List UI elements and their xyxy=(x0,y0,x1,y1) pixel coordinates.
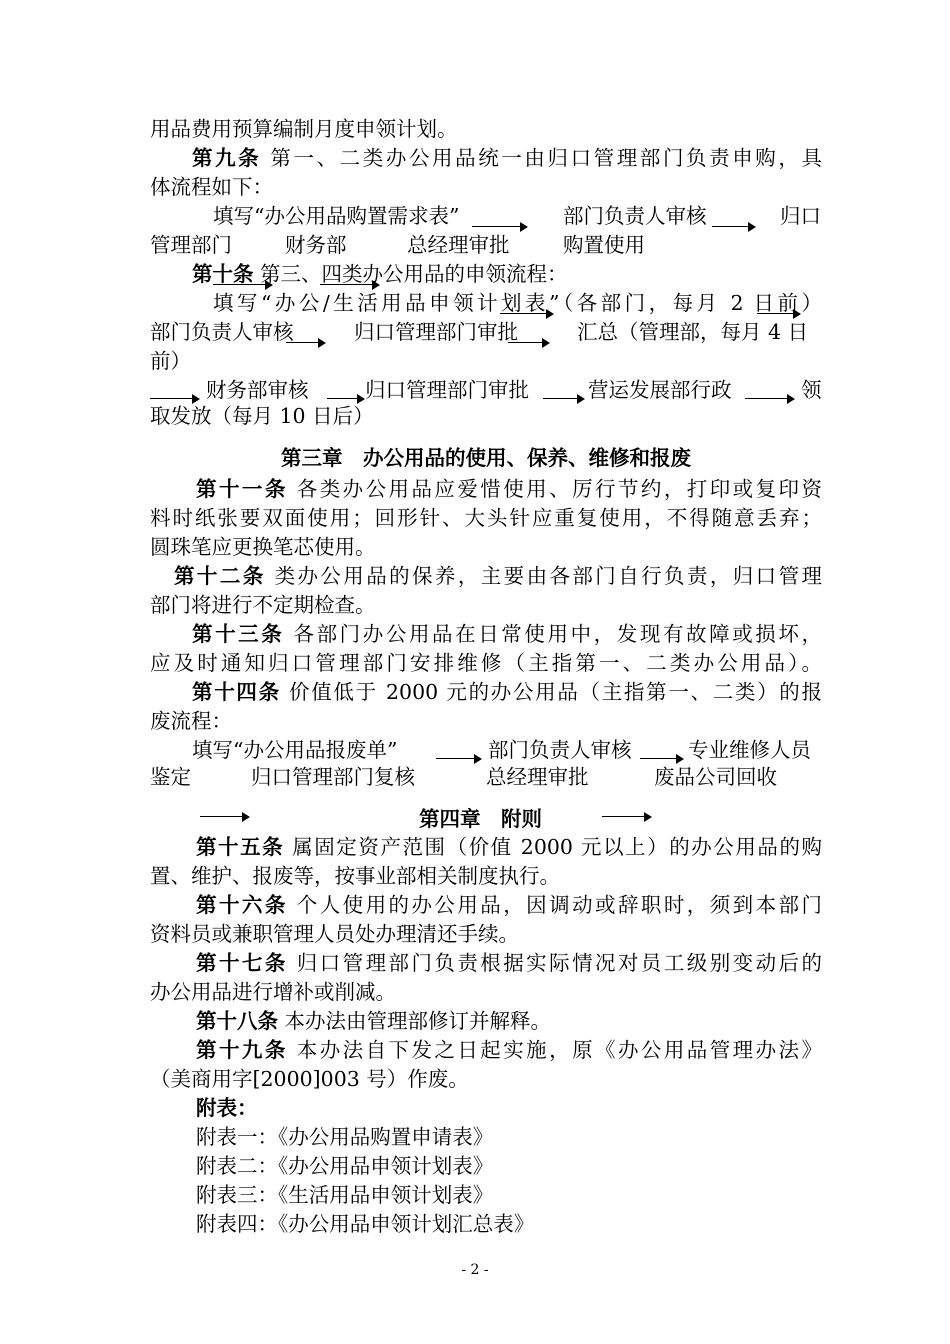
article-text: 类办公用品的保养，主要由各部门自行负责，归口管理 xyxy=(274,564,822,588)
flow-step: 购置使用 xyxy=(563,233,645,257)
article-heading: 第九条 xyxy=(192,146,262,170)
text-line: 圆珠笔应更换笔芯使用。 xyxy=(150,535,376,559)
text-line: 料时纸张要双面使用；回形针、大头针应重复使用，不得随意丢弃； xyxy=(150,506,822,530)
chapter-heading: 第四章 附则 xyxy=(419,807,542,831)
flow-step: 填写“办公用品报废单” xyxy=(192,738,398,762)
text-line: 用品费用预算编制月度申领计划。 xyxy=(150,117,458,141)
flow-step: 专业维修人员 xyxy=(688,738,811,762)
attachments-heading: 附表： xyxy=(196,1096,258,1120)
flow-arrow-icon xyxy=(508,338,550,348)
text-line: （美商用字[2000]003 号）作废。 xyxy=(150,1067,469,1091)
article-15 xyxy=(150,834,822,860)
article-16 xyxy=(150,892,822,918)
text-line: 废流程： xyxy=(150,709,232,733)
text-line: 部门将进行不定期检查。 xyxy=(150,593,376,617)
flow-step: 归口管理部门复核 xyxy=(251,765,415,789)
flow-arrow-icon xyxy=(213,280,273,290)
article-heading: 第十三条 xyxy=(192,622,285,646)
flow-arrow-icon xyxy=(602,812,652,822)
flow-arrow-icon xyxy=(640,754,684,764)
article-heading: 第十一条 xyxy=(196,477,288,501)
article-text: 各类办公用品应爱惜使用、厉行节约，打印或复印资 xyxy=(296,477,823,501)
flow-step: 鉴定 xyxy=(150,765,191,789)
chapter-heading: 第三章 办公用品的使用、保养、维修和报废 xyxy=(281,446,691,470)
flow-step: 财务部审核 xyxy=(206,378,309,402)
article-heading: 第十二条 xyxy=(174,564,266,588)
flow-step: 总经理审批 xyxy=(407,233,510,257)
flow-arrow-icon xyxy=(712,222,756,232)
article-heading: 第十四条 xyxy=(192,680,281,704)
article-heading: 第十五条 xyxy=(196,835,285,859)
article-text: 个人使用的办公用品，因调动或辞职时，须到本部门 xyxy=(296,893,823,917)
text-line: 办公用品进行增补或削减。 xyxy=(150,980,396,1004)
flow-step: 管理部门 xyxy=(150,233,232,257)
flow-step: 前） xyxy=(150,349,191,373)
flow-step: 汇总（管理部，每月 4 日 xyxy=(577,320,809,344)
flow-arrow-icon xyxy=(472,222,528,232)
flow-arrow-icon xyxy=(286,338,326,348)
article-text: 各部门办公用品在日常使用中，发现有故障或损坏， xyxy=(293,622,822,646)
flow-arrow-icon xyxy=(745,394,795,404)
flow-arrow-icon xyxy=(436,754,482,764)
flow-step: 部门负责人审核 xyxy=(150,320,294,344)
flow-step: 归口 xyxy=(780,204,821,228)
attachment-item: 附表一：《办公用品购置申请表》 xyxy=(196,1125,494,1149)
flow-step: 填写“办公用品购置需求表” xyxy=(213,204,460,228)
article-heading: 第十七条 xyxy=(196,951,288,975)
article-heading: 第十六条 xyxy=(196,893,288,917)
attachment-item: 附表三：《生活用品申领计划表》 xyxy=(196,1183,494,1207)
article-text: 归口管理部门负责根据实际情况对员工级别变动后的 xyxy=(296,951,823,975)
attachment-item: 附表四：《办公用品申领计划汇总表》 xyxy=(196,1212,535,1236)
article-18 xyxy=(196,1008,551,1034)
article-heading: 第十八条 xyxy=(196,1009,278,1033)
flow-arrow-icon xyxy=(500,309,554,319)
flow-step: 营运发展部行政 xyxy=(588,378,732,402)
article-heading: 第十条 xyxy=(192,262,254,286)
article-text: 第一、二类办公用品统一由归口管理部门负责申购，具 xyxy=(270,146,822,170)
attachment-item: 附表二：《办公用品申领计划表》 xyxy=(196,1154,494,1178)
page-number: - 2 - xyxy=(461,1262,489,1278)
flow-step: 填写“办公/生活用品申领计划表”（各部门，每月 2 日前） xyxy=(213,291,822,315)
text-line: 置、维护、报废等，按事业部相关制度执行。 xyxy=(150,864,560,888)
flow-step: 部门负责人审核 xyxy=(563,204,707,228)
article-11 xyxy=(150,476,822,502)
flow-arrow-icon xyxy=(200,812,250,822)
article-13 xyxy=(150,621,822,647)
flow-step: 部门负责人审核 xyxy=(488,738,632,762)
article-text: 第三、四类办公用品的申领流程： xyxy=(260,262,568,286)
article-19 xyxy=(150,1037,822,1063)
flow-arrow-icon xyxy=(757,309,801,319)
flow-arrow-icon xyxy=(543,394,585,404)
flow-arrow-icon xyxy=(320,280,380,290)
article-14 xyxy=(150,679,822,705)
article-12 xyxy=(150,563,822,589)
flow-step: 领 xyxy=(801,378,822,402)
article-text: 本办法由管理部修订并解释。 xyxy=(284,1009,552,1033)
flow-step: 取发放（每月 10 日后） xyxy=(150,404,374,428)
article-9 xyxy=(150,145,822,171)
text-line: 体流程如下： xyxy=(150,175,273,199)
article-text: 本办法自下发之日起实施，原《办公用品管理办法》 xyxy=(296,1038,823,1062)
article-17 xyxy=(150,950,822,976)
text-line: 资料员或兼职管理人员处办理清还手续。 xyxy=(150,922,519,946)
text-line: 应及时通知归口管理部门安排维修（主指第一、二类办公用品）。 xyxy=(150,651,822,675)
flow-step: 总经理审批 xyxy=(486,765,589,789)
flow-step: 归口管理部门审批 xyxy=(354,320,518,344)
flow-step: 废品公司回收 xyxy=(654,765,777,789)
article-text: 属固定资产范围（价值 2000 元以上）的办公用品的购 xyxy=(292,835,822,859)
article-heading: 第十九条 xyxy=(196,1038,288,1062)
flow-step: 财务部 xyxy=(285,233,347,257)
article-text: 价值低于 2000 元的办公用品（主指第一、二类）的报 xyxy=(289,680,822,704)
flow-step: 归口管理部门审批 xyxy=(365,378,529,402)
